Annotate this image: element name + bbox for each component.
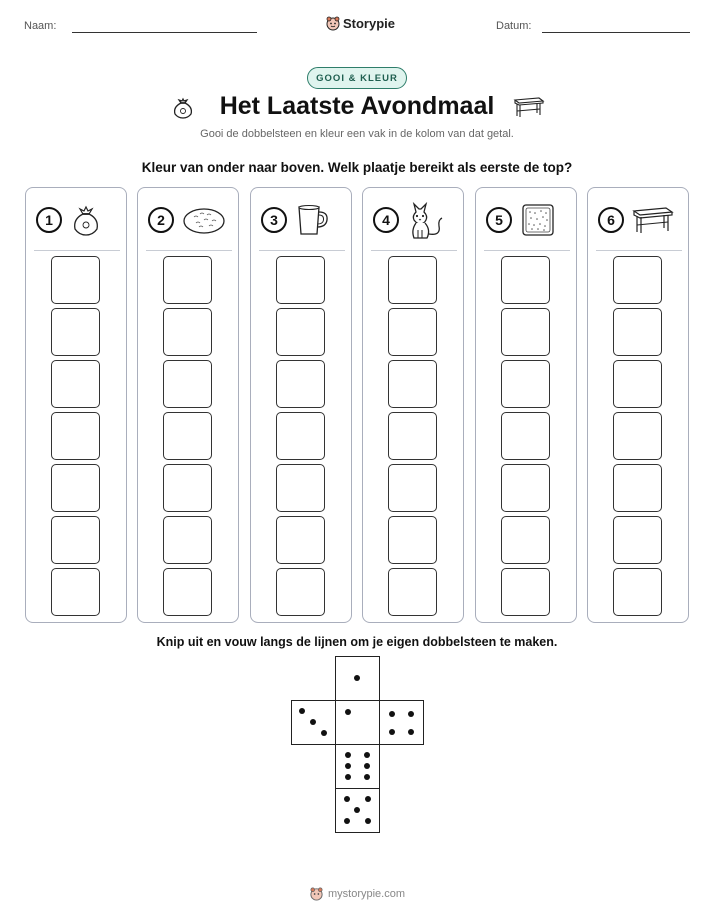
color-cell[interactable]: [51, 256, 100, 304]
column-2: [137, 187, 239, 623]
cup-icon: [295, 203, 331, 237]
color-cell[interactable]: [51, 360, 100, 408]
color-cell[interactable]: [163, 256, 212, 304]
column-1: [25, 187, 127, 623]
die-face-1: [335, 700, 380, 745]
column-number: 2: [148, 207, 174, 233]
subtitle: Gooi de dobbelsteen en kleur een vak in de kolom van dat getal.: [200, 128, 514, 140]
color-cell[interactable]: [501, 464, 550, 512]
brand-logo: [325, 12, 395, 34]
die-face-6: [335, 744, 380, 789]
brand-name: Storypie: [342, 15, 395, 31]
date-label: Datum:: [496, 20, 532, 32]
color-cell[interactable]: [501, 308, 550, 356]
table-icon: [513, 96, 545, 123]
game-type-badge: GOOI & KLEUR: [307, 67, 407, 89]
color-cell[interactable]: [501, 412, 550, 460]
color-cell[interactable]: [163, 412, 212, 460]
color-cell[interactable]: [163, 568, 212, 616]
bread-icon: [182, 205, 226, 235]
color-cell[interactable]: [388, 360, 437, 408]
instruction-text: Kleur van onder naar boven. Welk plaatje bereikt als eerste de top?: [141, 160, 573, 175]
color-cell[interactable]: [276, 412, 325, 460]
storypie-mascot-icon: [309, 886, 324, 901]
cell-stack: [163, 256, 212, 620]
color-cell[interactable]: [51, 412, 100, 460]
page-title: Het Laatste Avondmaal: [219, 92, 495, 120]
color-cell[interactable]: [276, 360, 325, 408]
color-cell[interactable]: [613, 412, 662, 460]
color-cell[interactable]: [163, 360, 212, 408]
color-columns: [25, 187, 689, 623]
color-cell[interactable]: [613, 568, 662, 616]
color-cell[interactable]: [276, 568, 325, 616]
table-icon: [632, 205, 674, 235]
cell-stack: [276, 256, 325, 620]
cell-stack: [613, 256, 662, 620]
color-cell[interactable]: [276, 516, 325, 564]
die-face-5: [335, 788, 380, 833]
color-cell[interactable]: [613, 308, 662, 356]
date-line: [542, 32, 690, 33]
matzah-icon: [520, 202, 556, 238]
color-cell[interactable]: [613, 360, 662, 408]
money-bag-icon: [70, 203, 102, 237]
color-cell[interactable]: [501, 568, 550, 616]
color-cell[interactable]: [276, 464, 325, 512]
color-cell[interactable]: [613, 516, 662, 564]
die-face-4: [379, 700, 424, 745]
color-cell[interactable]: [276, 256, 325, 304]
die-face-1: [335, 656, 380, 701]
footer: [0, 886, 714, 901]
cell-stack: [501, 256, 550, 620]
color-cell[interactable]: [388, 308, 437, 356]
cell-stack: [51, 256, 100, 620]
color-cell[interactable]: [613, 464, 662, 512]
color-cell[interactable]: [276, 308, 325, 356]
color-cell[interactable]: [163, 464, 212, 512]
color-cell[interactable]: [501, 516, 550, 564]
column-4: [362, 187, 464, 623]
color-cell[interactable]: [388, 412, 437, 460]
cat-icon: [407, 200, 445, 240]
color-cell[interactable]: [388, 568, 437, 616]
column-6: [587, 187, 689, 623]
column-5: [475, 187, 577, 623]
name-label: Naam:: [24, 20, 57, 32]
color-cell[interactable]: [51, 516, 100, 564]
color-cell[interactable]: [501, 360, 550, 408]
name-line: [72, 32, 257, 33]
color-cell[interactable]: [388, 256, 437, 304]
cut-instruction: Knip uit en vouw langs de lijnen om je eigen dobbelsteen te maken.: [156, 635, 558, 649]
column-number: 4: [373, 207, 399, 233]
die-face-3: [291, 700, 336, 745]
storypie-mascot-icon: [325, 15, 341, 31]
color-cell[interactable]: [388, 516, 437, 564]
column-number: 6: [598, 207, 624, 233]
color-cell[interactable]: [51, 308, 100, 356]
color-cell[interactable]: [163, 308, 212, 356]
column-number: 1: [36, 207, 62, 233]
color-cell[interactable]: [388, 464, 437, 512]
color-cell[interactable]: [501, 256, 550, 304]
color-cell[interactable]: [51, 568, 100, 616]
color-cell[interactable]: [51, 464, 100, 512]
color-cell[interactable]: [163, 516, 212, 564]
footer-url[interactable]: mystorypie.com: [327, 887, 406, 900]
column-3: [250, 187, 352, 623]
column-number: 5: [486, 207, 512, 233]
color-cell[interactable]: [613, 256, 662, 304]
cell-stack: [388, 256, 437, 620]
column-number: 3: [261, 207, 287, 233]
